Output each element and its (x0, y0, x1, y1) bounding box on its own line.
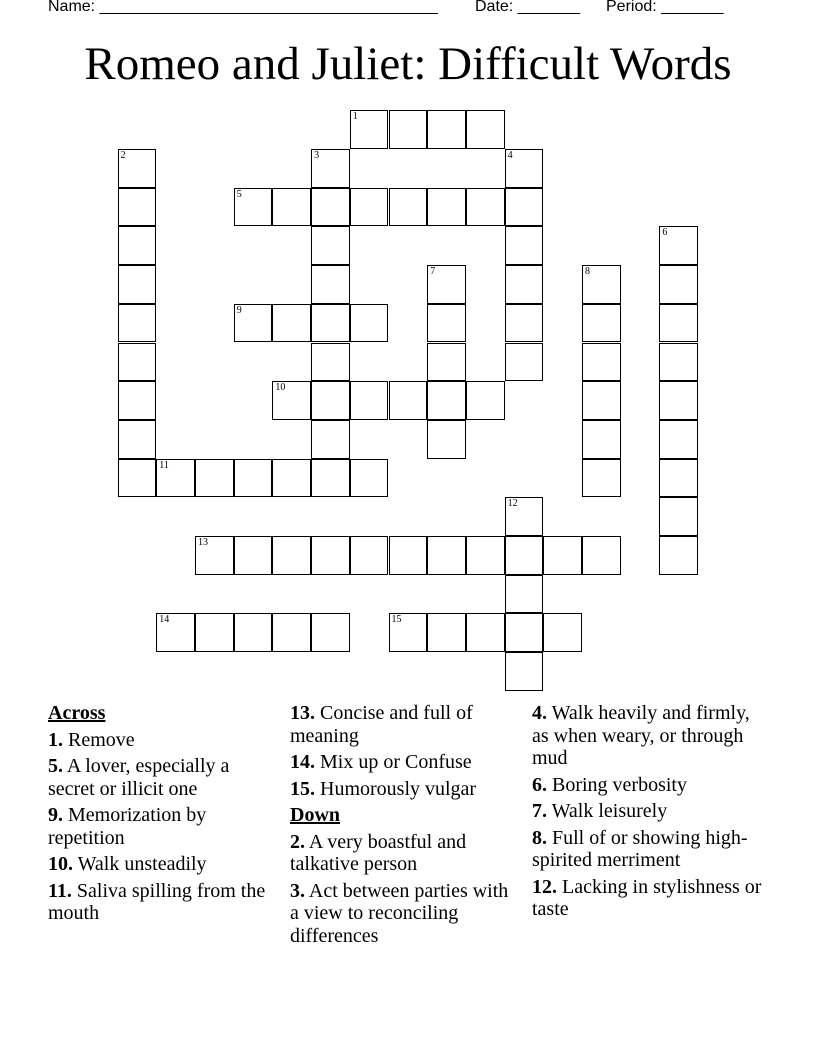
crossword-cell[interactable] (466, 188, 505, 227)
crossword-cell[interactable] (659, 497, 698, 536)
crossword-cell[interactable] (272, 459, 311, 498)
crossword-cell[interactable] (582, 459, 621, 498)
crossword-cell[interactable] (195, 613, 234, 652)
crossword-cell[interactable] (118, 265, 157, 304)
cell-number: 7 (430, 266, 436, 278)
crossword-cell[interactable] (505, 613, 544, 652)
crossword-cell[interactable] (311, 613, 350, 652)
cell-number: 4 (507, 150, 513, 161)
crossword-cell[interactable] (505, 188, 544, 227)
crossword-cell[interactable] (582, 536, 621, 575)
crossword-cell[interactable] (311, 265, 350, 304)
crossword-cell[interactable] (350, 188, 389, 227)
crossword-cell[interactable] (350, 381, 389, 420)
crossword-cell[interactable] (118, 420, 157, 459)
crossword-cell[interactable] (582, 381, 621, 420)
crossword-cell[interactable] (659, 265, 698, 304)
crossword-cell[interactable] (389, 381, 428, 420)
crossword-cell[interactable] (427, 536, 466, 575)
crossword-cell[interactable] (543, 613, 582, 652)
clue-down-7: 7. Walk leisurely (532, 800, 668, 822)
crossword-cell[interactable] (118, 381, 157, 420)
clue-across-1: 1. Remove (48, 728, 135, 751)
crossword-cell[interactable] (582, 420, 621, 459)
crossword-cell[interactable] (311, 536, 350, 575)
crossword-cell[interactable] (505, 265, 544, 304)
crossword-cell[interactable] (505, 304, 544, 343)
crossword-cell[interactable] (156, 459, 195, 498)
crossword-cell[interactable] (659, 381, 698, 420)
period-field[interactable]: Period: _______ (606, 0, 724, 15)
crossword-cell[interactable] (272, 613, 311, 652)
cell-number: 11 (159, 459, 169, 471)
crossword-cell[interactable] (427, 265, 466, 304)
crossword-cell[interactable] (505, 575, 544, 614)
crossword-cell[interactable] (466, 381, 505, 420)
cell-number: 3 (314, 150, 320, 161)
cell-number: 2 (120, 150, 126, 161)
crossword-cell[interactable] (543, 536, 582, 575)
crossword-cell[interactable] (659, 459, 698, 498)
crossword-cell[interactable] (272, 304, 311, 343)
crossword-cell[interactable] (505, 652, 544, 691)
cell-number: 9 (236, 304, 242, 316)
crossword-cell[interactable] (389, 188, 428, 227)
crossword-cell[interactable] (272, 381, 311, 420)
crossword-cell[interactable] (118, 188, 157, 227)
crossword-cell[interactable] (427, 188, 466, 227)
crossword-cell[interactable] (659, 536, 698, 575)
crossword-cell[interactable] (311, 226, 350, 265)
clue-across-13: 13. Concise and full of meaning (290, 702, 473, 747)
crossword-cell[interactable] (350, 304, 389, 343)
down-heading: Down (290, 804, 341, 826)
clue-across-14: 14. Mix up or Confuse (290, 751, 472, 773)
crossword-cell[interactable] (659, 343, 698, 382)
cell-number: 10 (275, 382, 286, 394)
crossword-cell[interactable] (466, 613, 505, 652)
clue-across-15: 15. Humorously vulgar (290, 777, 477, 800)
crossword-cell[interactable] (427, 613, 466, 652)
crossword-cell[interactable] (311, 188, 350, 227)
crossword-cell[interactable] (234, 613, 273, 652)
clue-column-1 (48, 702, 273, 929)
crossword-cell[interactable] (311, 381, 350, 420)
clue-across-5: 5. A lover, especially a secret or illicit one (48, 755, 230, 800)
cell-number: 5 (236, 188, 242, 200)
cell-number: 12 (507, 498, 518, 510)
cell-number: 8 (585, 266, 590, 278)
crossword-cell[interactable] (582, 343, 621, 382)
crossword-cell[interactable] (311, 149, 350, 188)
crossword-cell[interactable] (427, 343, 466, 382)
crossword-cell[interactable] (311, 459, 350, 498)
name-field[interactable]: Name: ______________________________________ (48, 0, 438, 15)
crossword-cell[interactable] (505, 226, 544, 265)
crossword-cell[interactable] (505, 497, 544, 536)
date-field[interactable]: Date: _______ (475, 0, 580, 15)
crossword-cell[interactable] (234, 304, 273, 343)
clue-across-10: 10. Walk unsteadily (48, 853, 207, 875)
crossword-cell[interactable] (118, 304, 157, 343)
clue-down-8: 8. Full of or showing high-spirited merriment (532, 826, 748, 871)
crossword-cell[interactable] (466, 536, 505, 575)
crossword-cell[interactable] (118, 343, 157, 382)
crossword-cell[interactable] (350, 536, 389, 575)
cell-number: 15 (391, 614, 402, 626)
crossword-cell[interactable] (659, 304, 698, 343)
crossword-cell[interactable] (234, 459, 273, 498)
crossword-cell[interactable] (389, 110, 428, 149)
crossword-cell[interactable] (427, 304, 466, 343)
crossword-cell[interactable] (118, 226, 157, 265)
crossword-cell[interactable] (156, 613, 195, 652)
crossword-cell[interactable] (272, 188, 311, 227)
clue-across-11: 11. Saliva spilling from the mouth (48, 879, 266, 924)
cell-number: 13 (198, 537, 208, 548)
crossword-cell[interactable] (272, 536, 311, 575)
page-title: Romeo and Juliet: Difficult Words (84, 38, 732, 90)
crossword-cell[interactable] (311, 343, 350, 382)
clue-down-2: 2. A very boastful and talkative person (290, 830, 467, 875)
crossword-cell[interactable] (234, 536, 273, 575)
clue-down-3: 3. Act between parties with a view to reconciling differences (290, 879, 509, 947)
crossword-cell[interactable] (350, 110, 389, 149)
crossword-cell[interactable] (505, 149, 544, 188)
crossword-cell[interactable] (350, 459, 389, 498)
cell-number: 6 (662, 227, 668, 239)
cell-number: 14 (159, 614, 170, 626)
crossword-cell[interactable] (659, 226, 698, 265)
crossword-cell[interactable] (311, 420, 350, 459)
crossword-cell[interactable] (582, 265, 621, 304)
crossword-cell[interactable] (311, 304, 350, 343)
crossword-cell[interactable] (195, 459, 234, 498)
crossword-cell[interactable] (389, 613, 428, 652)
crossword-cell[interactable] (427, 381, 466, 420)
clue-down-12: 12. Lacking in stylishness or taste (532, 875, 762, 920)
crossword-cell[interactable] (582, 304, 621, 343)
clue-down-4: 4. Walk heavily and firmly, as when weary, or through mud (532, 702, 750, 769)
across-heading: Across (48, 702, 106, 724)
crossword-cell[interactable] (466, 110, 505, 149)
clue-across-9: 9. Memorization by repetition (48, 804, 207, 849)
crossword-cell[interactable] (505, 343, 544, 382)
crossword-cell[interactable] (505, 536, 544, 575)
crossword-cell[interactable] (427, 420, 466, 459)
clue-column-2 (290, 702, 515, 951)
clue-down-6: 6. Boring verbosity (532, 773, 687, 796)
crossword-cell[interactable] (118, 149, 157, 188)
clue-column-3 (532, 702, 762, 925)
crossword-cell[interactable] (195, 536, 234, 575)
crossword-cell[interactable] (389, 536, 428, 575)
crossword-cell[interactable] (118, 459, 157, 498)
cell-number: 1 (352, 111, 358, 123)
crossword-cell[interactable] (234, 188, 273, 227)
crossword-cell[interactable] (659, 420, 698, 459)
crossword-cell[interactable] (427, 110, 466, 149)
